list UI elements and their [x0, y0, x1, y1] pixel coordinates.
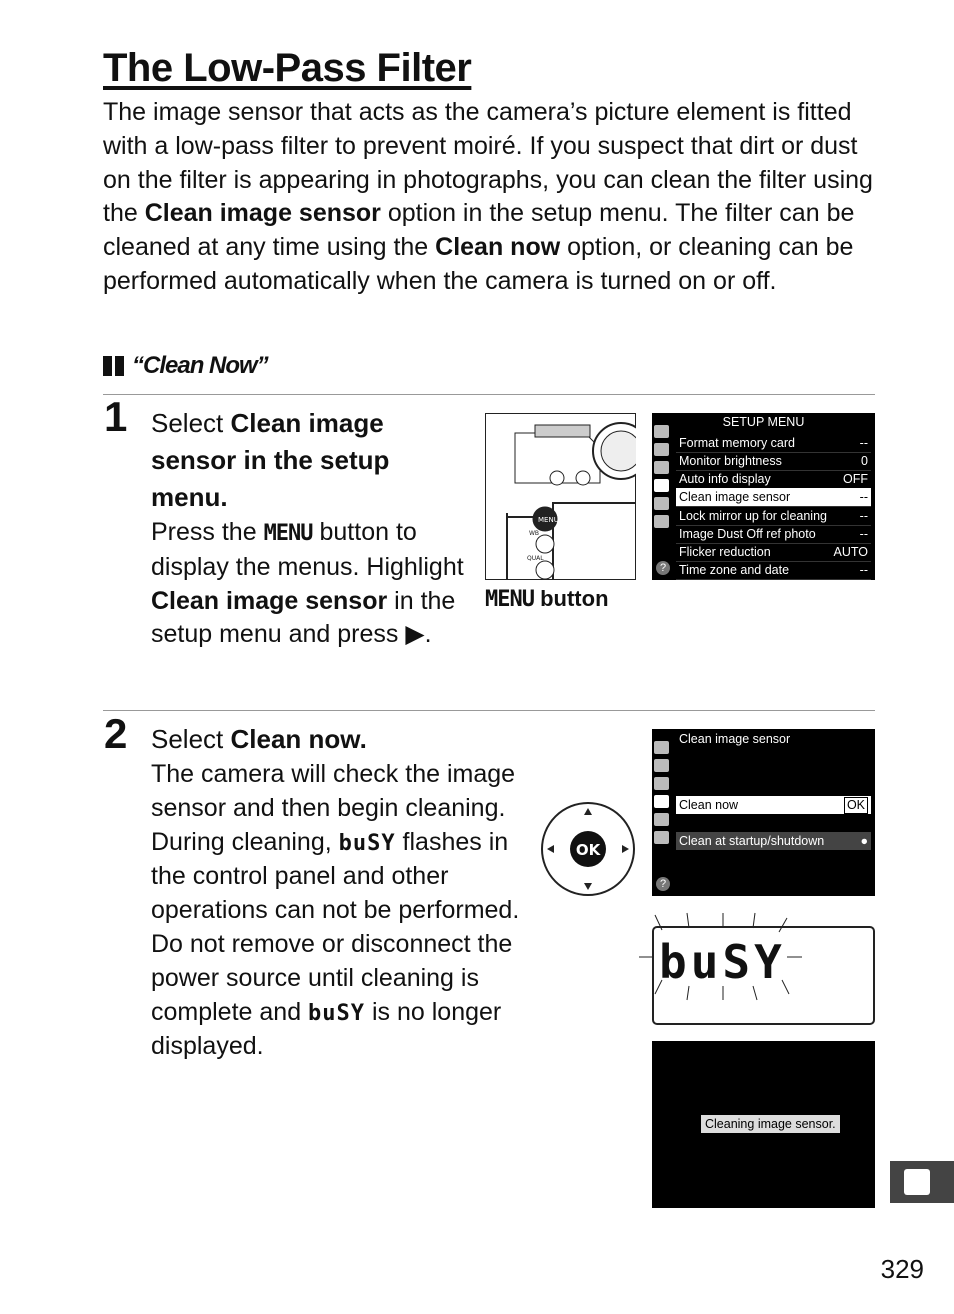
section-marker-icon: [103, 356, 112, 376]
menu-button-caption: [485, 586, 609, 612]
menu-item-value: --: [859, 527, 868, 541]
startup-shutdown-icon: ●: [860, 834, 868, 848]
step-text: The camera will check the image sensor and then begin cleaning. During cleaning,: [151, 760, 516, 856]
menu-word: MENU: [485, 587, 534, 612]
help-icon: ?: [656, 877, 670, 891]
step-text: is no longer displayed.: [151, 997, 502, 1061]
camera-illustration: [485, 413, 636, 580]
option-label: Clean now: [679, 798, 739, 812]
clean-now-option[interactable]: [676, 796, 871, 814]
section-marker-icon: [115, 356, 124, 376]
pencil-icon: [904, 1169, 930, 1195]
intro-paragraph: [103, 96, 883, 299]
camera-tab-icon: [654, 443, 669, 456]
menu-item-label: Image Dust Off ref photo: [679, 527, 816, 541]
menu-item-value: --: [859, 436, 868, 450]
menu-item[interactable]: [676, 452, 871, 471]
menu-item-value: --: [859, 509, 868, 523]
step-number: 2: [104, 710, 128, 757]
menu-item[interactable]: [676, 525, 871, 544]
busy-glyph: buSY: [308, 1000, 366, 1026]
wb-key-label: WB: [529, 530, 540, 537]
step-body: [151, 758, 521, 1064]
step-number: 1: [104, 393, 128, 440]
clean-sensor-screen: [652, 729, 875, 896]
menu-item[interactable]: [676, 434, 871, 453]
intro-bold-2: Clean now: [435, 233, 561, 262]
divider: [103, 394, 875, 395]
screen-title: Clean image sensor: [679, 732, 791, 746]
lcd-drawing: [637, 910, 877, 1028]
cleaning-screen: [652, 1041, 875, 1208]
step-heading-tail: in the setup menu.: [151, 445, 390, 512]
qual-key-label: QUAL: [527, 555, 544, 562]
multi-selector-drawing: [540, 801, 636, 897]
camera-back-drawing: [485, 413, 636, 580]
menu-tab-icons: [654, 741, 671, 849]
menu-item-label: Format memory card: [679, 436, 795, 450]
menu-item[interactable]: [676, 543, 871, 562]
chapter-tab: [890, 1161, 954, 1203]
cleaning-message: Cleaning image sensor.: [701, 1115, 840, 1133]
menu-item-value: OFF: [843, 472, 868, 486]
playback-tab-icon: [654, 425, 669, 438]
step-text: flashes in the control panel and other operations can not be performed. Do not remove or disconnect the power source until cleaning is complete and: [151, 827, 520, 1026]
menu-item[interactable]: [676, 561, 871, 580]
menu-item-label: Time zone and date: [679, 563, 790, 577]
playback-tab-icon: [654, 741, 669, 754]
intro-text-2: option in the setup menu. The filter can be cleaned at any time using the: [103, 199, 855, 262]
menu-item-label: Clean image sensor: [679, 490, 791, 504]
menu-item-value: --: [859, 563, 868, 577]
section-heading: [103, 352, 268, 380]
menu-item-highlighted[interactable]: [676, 488, 871, 507]
busy-glyph: buSY: [338, 830, 396, 856]
step-text: .: [424, 620, 432, 649]
menu-item-label: Monitor brightness: [679, 454, 782, 468]
menu-item[interactable]: [676, 507, 871, 526]
multi-selector: [540, 801, 636, 897]
menu-word: MENU: [263, 521, 313, 546]
step-heading-tail: .: [359, 724, 367, 754]
right-arrow-icon: ▶: [405, 620, 425, 649]
step-heading-text: Select: [151, 408, 231, 438]
menu-item-value: --: [859, 490, 868, 504]
retouch-tab-icon: [654, 497, 669, 510]
intro-text-3: option, or cleaning can be performed automatically when the camera is turned on or off.: [103, 233, 854, 295]
wrench-tab-icon: [654, 479, 669, 492]
step-text: in the setup menu and press: [151, 586, 456, 649]
page-number: 329: [880, 1254, 924, 1284]
step-text: button to display the menus. Highlight: [151, 518, 464, 581]
menu-item-value: AUTO: [833, 545, 868, 559]
step-heading-text: Select: [151, 724, 231, 754]
help-icon: ?: [656, 561, 670, 575]
step-heading: [151, 405, 451, 516]
menu-item[interactable]: [676, 470, 871, 489]
caption-text: button: [533, 586, 609, 611]
step-body: [151, 516, 471, 652]
menu-item-label: Flicker reduction: [679, 545, 771, 559]
mymenu-tab-icon: [654, 831, 669, 844]
menu-item-label: Auto info display: [679, 472, 771, 486]
step-heading-bold: Clean image sensor: [151, 408, 384, 475]
section-heading-text: “Clean Now”: [132, 352, 268, 379]
intro-text-1: The image sensor that acts as the camera’s picture element is fitted with a low-pass filter to prevent moiré. If you suspect that dirt or dust on the filter is appearing in photographs, you can clean the filter using the: [103, 98, 873, 228]
step-bold: Clean image sensor: [151, 586, 388, 615]
setup-menu-title: SETUP MENU: [722, 415, 805, 429]
ok-button-label: OK: [575, 841, 601, 859]
control-panel-lcd: [637, 910, 877, 1028]
divider: [103, 710, 875, 711]
menu-tab-icons: [654, 425, 671, 533]
menu-item-label: Lock mirror up for cleaning: [679, 509, 827, 523]
step-heading-bold: Clean now: [230, 724, 360, 754]
mymenu-tab-icon: [654, 515, 669, 528]
lcd-busy-text: buSY: [659, 935, 786, 989]
camera-tab-icon: [654, 759, 669, 772]
menu-key-label: MENU: [538, 516, 559, 524]
setup-menu-screen: [652, 413, 875, 580]
wrench-tab-icon: [654, 795, 669, 808]
menu-item-value: 0: [861, 454, 868, 468]
pencil-tab-icon: [654, 461, 669, 474]
page-title: The Low-Pass Filter: [103, 46, 472, 90]
pencil-tab-icon: [654, 777, 669, 790]
clean-startup-option[interactable]: [676, 832, 871, 850]
intro-bold-1: Clean image sensor: [144, 199, 381, 228]
retouch-tab-icon: [654, 813, 669, 826]
ok-tag: OK: [844, 797, 868, 814]
option-label: Clean at startup/shutdown: [679, 834, 825, 848]
step-text: Press the: [151, 518, 264, 546]
step-heading: [151, 721, 511, 758]
